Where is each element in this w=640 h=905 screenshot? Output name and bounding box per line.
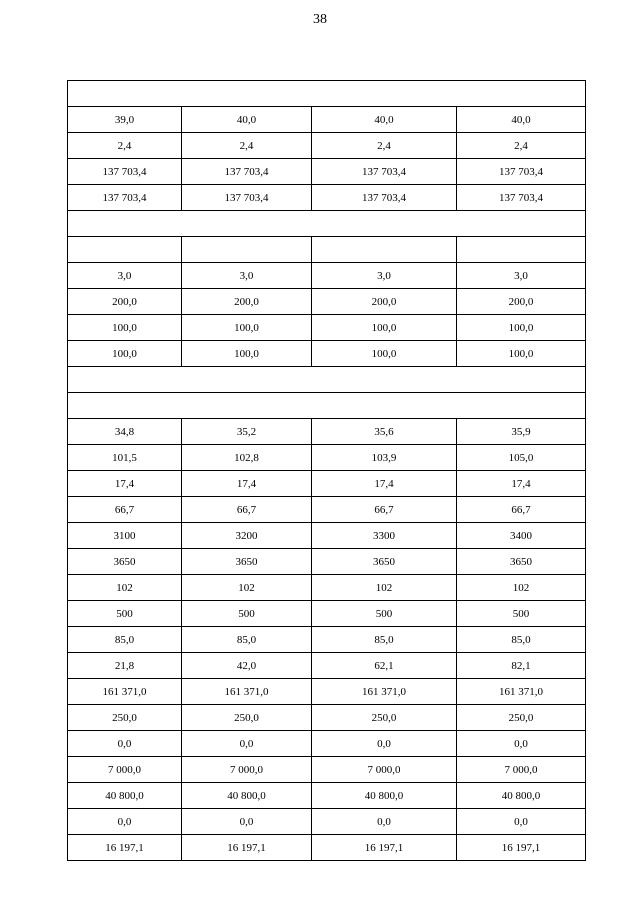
- table-cell: 100,0: [457, 315, 586, 341]
- table-cell: 250,0: [312, 705, 457, 731]
- table-cell: 3650: [68, 549, 182, 575]
- table-cell: 7 000,0: [68, 757, 182, 783]
- table-cell: 66,7: [457, 497, 586, 523]
- table-row: [68, 523, 586, 549]
- table-cell: 102: [68, 575, 182, 601]
- table-cell: 102: [312, 575, 457, 601]
- table-cell: 85,0: [182, 627, 312, 653]
- table-cell: 200,0: [457, 289, 586, 315]
- table-row: [68, 835, 586, 861]
- table-cell: 2,4: [457, 133, 586, 159]
- table-cell: 3200: [182, 523, 312, 549]
- section-separator-cell: [68, 393, 586, 419]
- table-cell: 0,0: [457, 809, 586, 835]
- table-cell: 0,0: [182, 731, 312, 757]
- table-cell: 85,0: [68, 627, 182, 653]
- table-cell: 85,0: [312, 627, 457, 653]
- section-separator-row: [68, 393, 586, 419]
- table-row: [68, 783, 586, 809]
- table-cell: 3,0: [68, 263, 182, 289]
- table-cell: 17,4: [457, 471, 586, 497]
- table-cell: 137 703,4: [182, 185, 312, 211]
- table-cell: 137 703,4: [457, 185, 586, 211]
- table-cell: 100,0: [457, 341, 586, 367]
- table-cell: 0,0: [312, 731, 457, 757]
- table-cell: 0,0: [68, 731, 182, 757]
- section-separator-row: [68, 211, 586, 237]
- table-cell: 101,5: [68, 445, 182, 471]
- table-cell: 102: [457, 575, 586, 601]
- table-cell: 250,0: [182, 705, 312, 731]
- table-cell: 200,0: [182, 289, 312, 315]
- table-cell: 3,0: [312, 263, 457, 289]
- table-cell: 66,7: [312, 497, 457, 523]
- table-cell: 2,4: [68, 133, 182, 159]
- table-cell: 34,8: [68, 419, 182, 445]
- table-row: [68, 471, 586, 497]
- table-cell: 161 371,0: [68, 679, 182, 705]
- table-cell: 82,1: [457, 653, 586, 679]
- table-cell: 35,6: [312, 419, 457, 445]
- table-cell: 40 800,0: [457, 783, 586, 809]
- table-cell: 500: [182, 601, 312, 627]
- table-cell: 40 800,0: [68, 783, 182, 809]
- table-cell: 500: [312, 601, 457, 627]
- data-table: [67, 80, 586, 861]
- table-cell: 137 703,4: [68, 159, 182, 185]
- table-cell: 40 800,0: [312, 783, 457, 809]
- table-cell: 40,0: [457, 107, 586, 133]
- table-cell: 3300: [312, 523, 457, 549]
- table-cell: 137 703,4: [182, 159, 312, 185]
- table-cell: 21,8: [68, 653, 182, 679]
- table-cell: 500: [68, 601, 182, 627]
- table-cell: 17,4: [182, 471, 312, 497]
- table-cell: 7 000,0: [182, 757, 312, 783]
- table-cell: 16 197,1: [68, 835, 182, 861]
- table-cell: 40 800,0: [182, 783, 312, 809]
- table-cell: 200,0: [68, 289, 182, 315]
- table-cell: 500: [457, 601, 586, 627]
- table-cell: 66,7: [68, 497, 182, 523]
- table-cell: 16 197,1: [457, 835, 586, 861]
- table-row: [68, 497, 586, 523]
- table-cell: 137 703,4: [457, 159, 586, 185]
- table-cell: 17,4: [312, 471, 457, 497]
- section-separator-row: [68, 81, 586, 107]
- table-cell: 7 000,0: [312, 757, 457, 783]
- table-row: [68, 107, 586, 133]
- table-cell: 66,7: [182, 497, 312, 523]
- table-cell: 100,0: [312, 315, 457, 341]
- table-row: [68, 159, 586, 185]
- table-row: [68, 263, 586, 289]
- table-cell: 0,0: [312, 809, 457, 835]
- table-row: [68, 445, 586, 471]
- table-row: [68, 237, 586, 263]
- table-cell: 100,0: [182, 341, 312, 367]
- table-cell: 40,0: [182, 107, 312, 133]
- table-cell: 137 703,4: [312, 185, 457, 211]
- table-row: [68, 289, 586, 315]
- table-cell: 100,0: [68, 341, 182, 367]
- table-row: [68, 653, 586, 679]
- page-number: 38: [313, 12, 327, 27]
- table-row: [68, 679, 586, 705]
- table-row: [68, 601, 586, 627]
- table-cell: 16 197,1: [182, 835, 312, 861]
- table-cell: [312, 237, 457, 263]
- table-cell: 100,0: [182, 315, 312, 341]
- table-cell: 102,8: [182, 445, 312, 471]
- table-cell: 85,0: [457, 627, 586, 653]
- table-cell: 35,2: [182, 419, 312, 445]
- table-row: [68, 627, 586, 653]
- table-cell: 200,0: [312, 289, 457, 315]
- table-row: [68, 185, 586, 211]
- table-row: [68, 705, 586, 731]
- table-row: [68, 731, 586, 757]
- table-cell: 161 371,0: [457, 679, 586, 705]
- table-cell: 62,1: [312, 653, 457, 679]
- table-cell: 40,0: [312, 107, 457, 133]
- table-row: [68, 315, 586, 341]
- table-row: [68, 419, 586, 445]
- table-cell: 3650: [182, 549, 312, 575]
- table-cell: 102: [182, 575, 312, 601]
- table-row: [68, 757, 586, 783]
- table-cell: 103,9: [312, 445, 457, 471]
- table-cell: 3400: [457, 523, 586, 549]
- table-cell: 161 371,0: [312, 679, 457, 705]
- table-cell: 2,4: [182, 133, 312, 159]
- table-cell: 161 371,0: [182, 679, 312, 705]
- table-row: [68, 575, 586, 601]
- section-separator-row: [68, 367, 586, 393]
- table-cell: 100,0: [68, 315, 182, 341]
- table-cell: 17,4: [68, 471, 182, 497]
- table-cell: 0,0: [182, 809, 312, 835]
- table-cell: 3650: [457, 549, 586, 575]
- table-cell: 39,0: [68, 107, 182, 133]
- table-cell: 0,0: [68, 809, 182, 835]
- table-cell: [182, 237, 312, 263]
- table-cell: 0,0: [457, 731, 586, 757]
- table-cell: 250,0: [68, 705, 182, 731]
- table-cell: 250,0: [457, 705, 586, 731]
- table-cell: 7 000,0: [457, 757, 586, 783]
- table-cell: 105,0: [457, 445, 586, 471]
- table-cell: 100,0: [312, 341, 457, 367]
- section-separator-cell: [68, 81, 586, 107]
- table-cell: 137 703,4: [68, 185, 182, 211]
- table-row: [68, 549, 586, 575]
- table-cell: 35,9: [457, 419, 586, 445]
- table-cell: 3100: [68, 523, 182, 549]
- table-cell: 2,4: [312, 133, 457, 159]
- section-separator-cell: [68, 211, 586, 237]
- table-cell: [68, 237, 182, 263]
- table-row: [68, 133, 586, 159]
- table-cell: 3650: [312, 549, 457, 575]
- table-body: [68, 81, 586, 861]
- table-cell: 3,0: [182, 263, 312, 289]
- table-row: [68, 809, 586, 835]
- table-row: [68, 341, 586, 367]
- table-cell: 3,0: [457, 263, 586, 289]
- table-cell: 16 197,1: [312, 835, 457, 861]
- table-cell: [457, 237, 586, 263]
- section-separator-cell: [68, 367, 586, 393]
- table-cell: 42,0: [182, 653, 312, 679]
- table-cell: 137 703,4: [312, 159, 457, 185]
